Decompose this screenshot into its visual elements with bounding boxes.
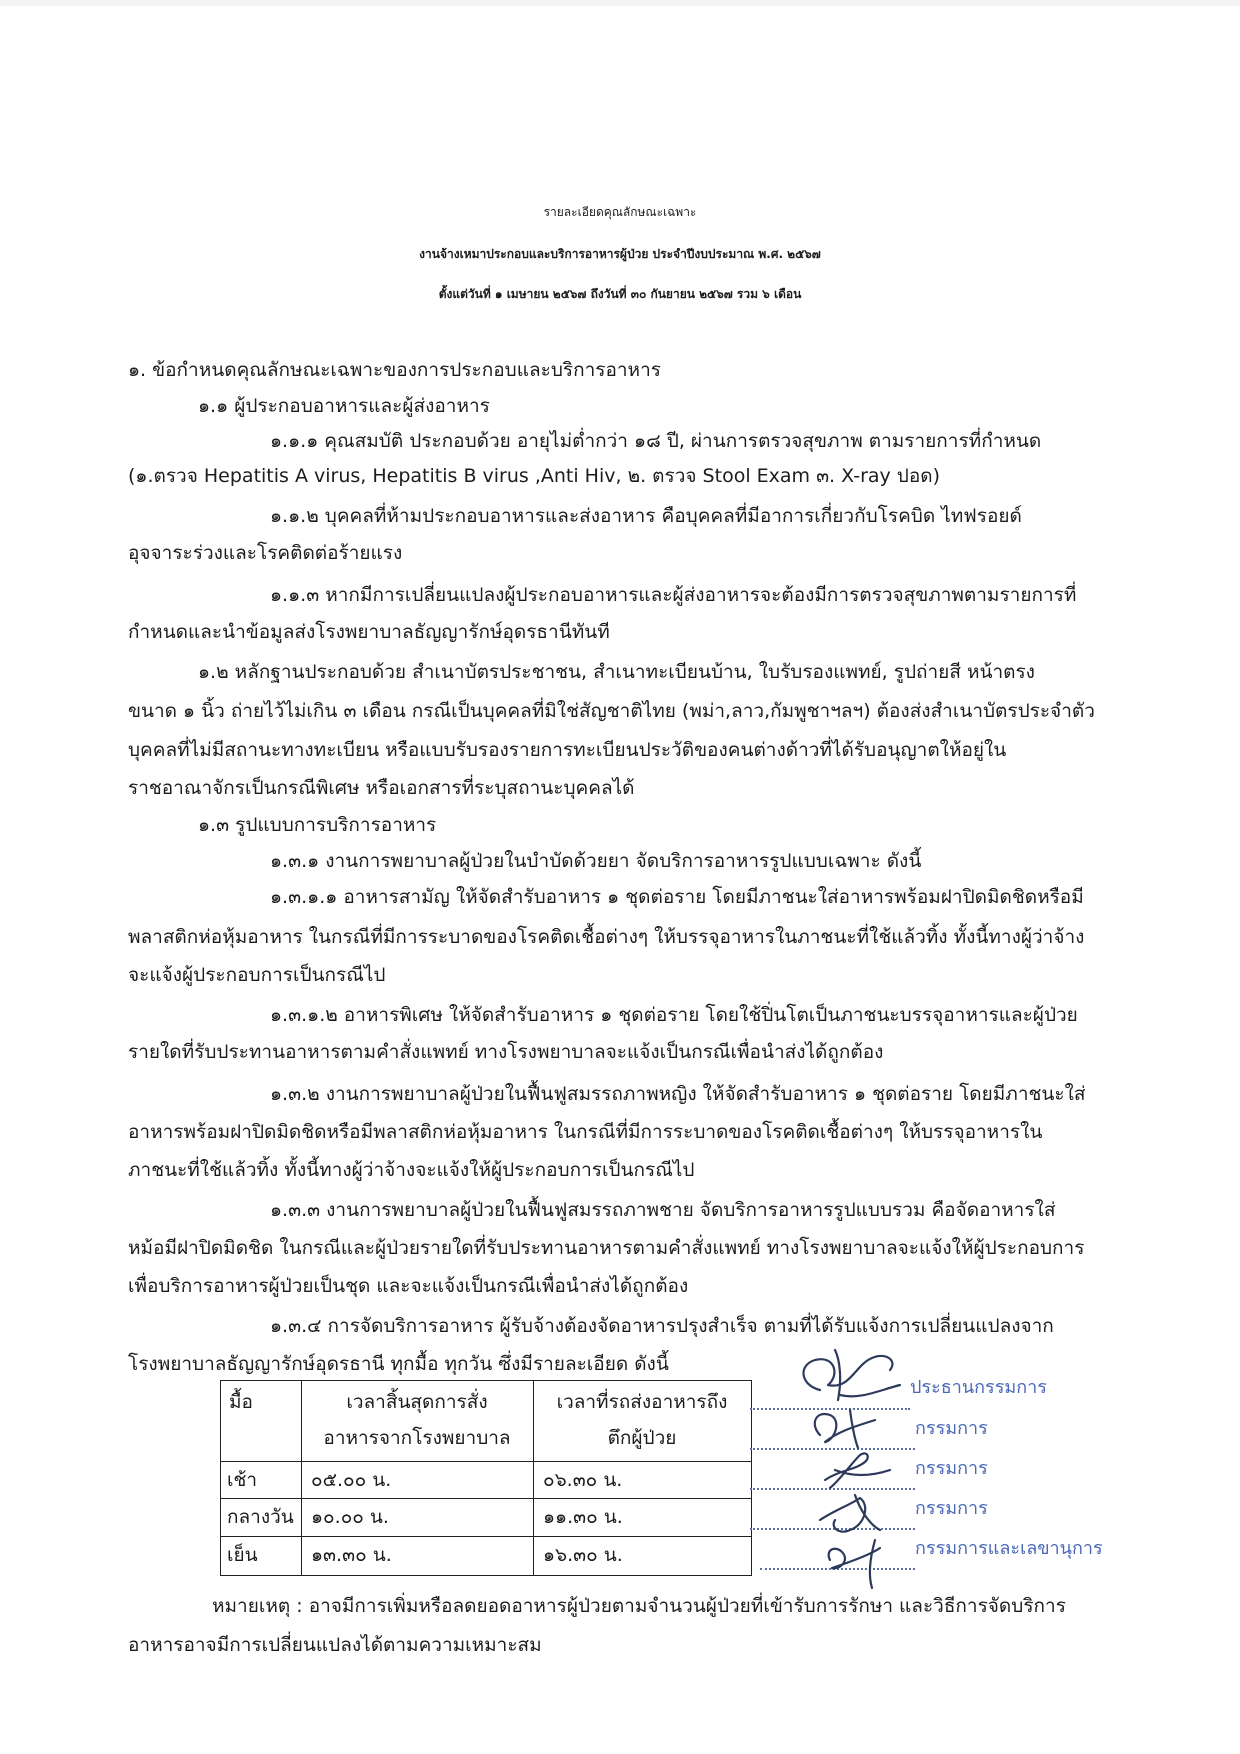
body-line: ภาชนะที่ใช้แล้วทิ้ง ทั้งนี้ทางผู้ว่าจ้างจะแจ้งให้ผู้ประกอบการเป็นกรณีไป	[128, 1159, 695, 1181]
section-1-3-heading: ๑.๓ รูปแบบการบริการอาหาร	[198, 814, 437, 836]
doc-title: รายละเอียดคุณลักษณะเฉพาะ	[543, 205, 697, 219]
section-1-2-heading: ๑.๒ หลักฐานประกอบด้วย สำเนาบัตรประชาชน, สำเนาทะเบียนบ้าน, ใบรับรองแพทย์, รูปถ่ายสี หน้าตรง	[198, 661, 1035, 683]
section-1-1-heading: ๑.๑ ผู้ประกอบอาหารและผู้ส่งอาหาร	[198, 395, 490, 417]
body-line: กำหนดและนำข้อมูลส่งโรงพยาบาลธัญญารักษ์อุดรธานีทันที	[128, 621, 610, 643]
signature-title-member: กรรมการ	[915, 1458, 988, 1479]
note-line: อาหารอาจมีการเปลี่ยนแปลงได้ตามความเหมาะสม	[128, 1634, 542, 1656]
table-header-delivery-time: ตึกผู้ป่วย	[607, 1427, 677, 1449]
signature-title-member: กรรมการ	[915, 1418, 988, 1439]
table-cell-order: ๑๐.๐๐ น.	[311, 1506, 389, 1528]
body-line: ๑.๑.๑ คุณสมบัติ ประกอบด้วย อายุไม่ต่ำกว่า ๑๘ ปี, ผ่านการตรวจสุขภาพ ตามรายการที่กำหนด	[270, 430, 1042, 452]
body-line: ๑.๓.๑ งานการพยาบาลผู้ป่วยในบำบัดด้วยยา จัดบริการอาหารรูปแบบเฉพาะ ดังนี้	[270, 850, 922, 872]
table-row-divider	[221, 1536, 751, 1537]
section-1-heading: ๑. ข้อกำหนดคุณลักษณะเฉพาะของการประกอบและบริการอาหาร	[128, 359, 661, 381]
body-line: ๑.๑.๓ หากมีการเปลี่ยนแปลงผู้ประกอบอาหารและผู้ส่งอาหารจะต้องมีการตรวจสุขภาพตามรายการที่	[270, 584, 1077, 606]
table-cell-order: ๑๓.๓๐ น.	[311, 1544, 392, 1566]
body-line: (๑.ตรวจ Hepatitis A virus, Hepatitis B virus ,Anti Hiv, ๒. ตรวจ Stool Exam ๓. X-ray ปอด)	[128, 465, 941, 487]
table-cell-deliver: ๑๑.๓๐ น.	[543, 1506, 623, 1528]
handwritten-signatures	[780, 1330, 920, 1590]
body-line: หม้อมีฝาปิดมิดชิด ในกรณีและผู้ป่วยรายใดที่รับประทานอาหารตามคำสั่งแพทย์ ทางโรงพยาบาลจะแจ้งให้ผู้ประกอบการ	[128, 1237, 1085, 1259]
table-cell-meal: กลางวัน	[227, 1506, 294, 1528]
signature-title-member: กรรมการ	[915, 1498, 988, 1519]
table-cell-deliver: ๑๖.๓๐ น.	[543, 1544, 623, 1566]
body-line: ราชอาณาจักรเป็นกรณีพิเศษ หรือเอกสารที่ระบุสถานะบุคคลได้	[128, 777, 635, 799]
doc-subtitle-1: งานจ้างเหมาประกอบและบริการอาหารผู้ป่วย ประจำปีงบประมาณ พ.ศ. ๒๕๖๗	[419, 247, 821, 261]
table-header-meal: มื้อ	[229, 1391, 253, 1413]
table-row-divider	[221, 1461, 751, 1462]
table-cell-deliver: ๐๖.๓๐ น.	[543, 1469, 623, 1491]
scan-edge	[0, 0, 1240, 6]
body-line: เพื่อบริการอาหารผู้ป่วยเป็นชุด และจะแจ้งเป็นกรณีเพื่อนำส่งได้ถูกต้อง	[128, 1275, 689, 1297]
meal-schedule-table	[220, 1380, 752, 1576]
body-line: อุจจาระร่วงและโรคติดต่อร้ายแรง	[128, 542, 403, 564]
body-line: ขนาด ๑ นิ้ว ถ่ายไว้ไม่เกิน ๓ เดือน กรณีเป็นบุคคลที่มิใช่สัญชาติไทย (พม่า,ลาว,กัมพูชาฯลฯ) ต้องส่งสำเนาบัตรประจำตัว	[128, 700, 1095, 722]
body-line: จะแจ้งผู้ประกอบการเป็นกรณีไป	[128, 964, 386, 986]
table-header-delivery-time: เวลาที่รถส่งอาหารถึง	[556, 1391, 728, 1413]
body-line: ๑.๑.๒ บุคคลที่ห้ามประกอบอาหารและส่งอาหาร คือบุคคลที่มีอาการเกี่ยวกับโรคบิด ไทฟรอยด์	[270, 505, 1022, 527]
note-line: หมายเหตุ : อาจมีการเพิ่มหรือลดยอดอาหารผู้ป่วยตามจำนวนผู้ป่วยที่เข้ารับการรักษา และวิธีการจัดบริการ	[212, 1595, 1066, 1617]
doc-subtitle-2: ตั้งแต่วันที่ ๑ เมษายน ๒๕๖๗ ถึงวันที่ ๓๐ กันยายน ๒๕๖๗ รวม ๖ เดือน	[438, 287, 802, 301]
body-line: โรงพยาบาลธัญญารักษ์อุดรธานี ทุกมื้อ ทุกวัน ซึ่งมีรายละเอียด ดังนี้	[128, 1353, 669, 1375]
table-cell-order: ๐๕.๐๐ น.	[311, 1469, 392, 1491]
signature-title-chairman: ประธานกรรมการ	[910, 1377, 1047, 1398]
table-row-divider	[221, 1498, 751, 1499]
body-line: บุคคลที่ไม่มีสถานะทางทะเบียน หรือแบบรับรองรายการทะเบียนประวัติของคนต่างด้าวที่ได้รับอนุญาตให้อยู่ใน	[128, 739, 1007, 761]
body-line: รายใดที่รับประทานอาหารตามคำสั่งแพทย์ ทางโรงพยาบาลจะแจ้งเป็นกรณีเพื่อนำส่งได้ถูกต้อง	[128, 1041, 884, 1063]
table-cell-meal: เย็น	[227, 1544, 258, 1566]
table-header-order-time: อาหารจากโรงพยาบาล	[323, 1427, 511, 1449]
body-line: ๑.๓.๑.๑ อาหารสามัญ ให้จัดสำรับอาหาร ๑ ชุดต่อราย โดยมีภาชนะใส่อาหารพร้อมฝาปิดมิดชิดหรือมี	[270, 886, 1084, 908]
table-header-order-time: เวลาสิ้นสุดการสั่ง	[346, 1391, 488, 1413]
body-line: พลาสติกห่อหุ้มอาหาร ในกรณีที่มีการระบาดของโรคติดเชื้อต่างๆ ให้บรรจุอาหารในภาชนะที่ใช้แล้วทิ้ง ทั้งนี้ทางผู้ว่าจ้าง	[128, 926, 1085, 948]
body-line: ๑.๓.๔ การจัดบริการอาหาร ผู้รับจ้างต้องจัดอาหารปรุงสำเร็จ ตามที่ได้รับแจ้งการเปลี่ยนแปลงจาก	[270, 1315, 1054, 1337]
body-line: ๑.๓.๓ งานการพยาบาลผู้ป่วยในฟื้นฟูสมรรถภาพชาย จัดบริการอาหารรูปแบบรวม คือจัดอาหารใส่	[270, 1199, 1056, 1221]
signature-title-secretary: กรรมการและเลขานุการ	[915, 1538, 1103, 1559]
body-line: ๑.๓.๒ งานการพยาบาลผู้ป่วยในฟื้นฟูสมรรถภาพหญิง ให้จัดสำรับอาหาร ๑ ชุดต่อราย โดยมีภาชนะใส่	[270, 1083, 1086, 1105]
body-line: ๑.๓.๑.๒ อาหารพิเศษ ให้จัดสำรับอาหาร ๑ ชุดต่อราย โดยใช้ปิ่นโตเป็นภาชนะบรรจุอาหารและผู้ป่วย	[270, 1004, 1078, 1026]
table-cell-meal: เช้า	[227, 1469, 258, 1491]
body-line: อาหารพร้อมฝาปิดมิดชิดหรือมีพลาสติกห่อหุ้มอาหาร ในกรณีที่มีการระบาดของโรคติดเชื้อต่างๆ ให้บรรจุอาหารใน	[128, 1121, 1043, 1143]
